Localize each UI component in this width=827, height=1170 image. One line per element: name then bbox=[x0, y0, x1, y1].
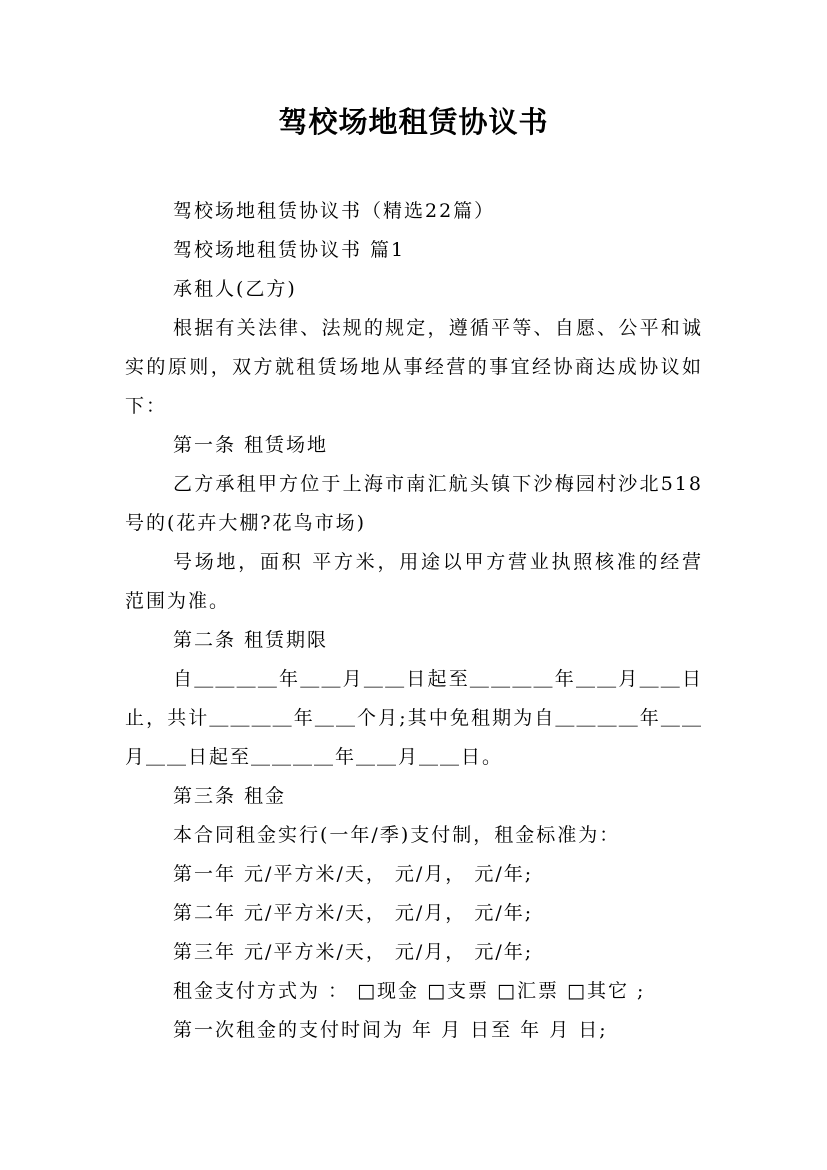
article-1-area: 号场地，面积 平方米，用途以甲方营业执照核准的经营范围为准。 bbox=[125, 551, 703, 612]
article-1-location: 乙方承租甲方位于上海市南汇航头镇下沙梅园村沙北518号的(花卉大棚?花鸟市场) bbox=[125, 473, 703, 534]
paragraph-preamble: 根据有关法律、法规的规定，遵循平等、自愿、公平和诚实的原则，双方就租赁场地从事经营的事宜经协商达成协议如下： bbox=[125, 317, 703, 417]
paragraph-subtitle: 驾校场地租赁协议书（精选22篇） bbox=[173, 200, 496, 222]
rent-year-1: 第一年 元/平方米/天， 元/月， 元/年; bbox=[173, 863, 534, 885]
paragraph-lessee: 承租人(乙方) bbox=[173, 278, 297, 300]
rent-first-payment-time: 第一次租金的支付时间为 年 月 日至 年 月 日; bbox=[173, 1019, 608, 1041]
rent-year-3: 第三年 元/平方米/天， 元/月， 元/年; bbox=[173, 941, 534, 963]
article-2-heading: 第二条 租赁期限 bbox=[173, 629, 329, 651]
rent-payment-method: 租金支付方式为 ： □现金 □支票 □汇票 □其它 ; bbox=[173, 980, 646, 1002]
article-2-term: 自＿＿＿＿年＿＿月＿＿日起至＿＿＿＿年＿＿月＿＿日止，共计＿＿＿＿年＿＿个月;其中免租期为自＿＿＿＿年＿＿月＿＿日起至＿＿＿＿年＿＿月＿＿日。 bbox=[125, 668, 703, 768]
article-3-heading: 第三条 租金 bbox=[173, 785, 287, 807]
article-3-payment-system: 本合同租金实行(一年/季)支付制，租金标准为： bbox=[173, 824, 621, 846]
document-body bbox=[125, 192, 703, 1050]
rent-year-2: 第二年 元/平方米/天， 元/月， 元/年; bbox=[173, 902, 534, 924]
article-1-heading: 第一条 租赁场地 bbox=[173, 434, 329, 456]
document-title: 驾校场地租赁协议书 bbox=[278, 105, 549, 139]
paragraph-section-heading: 驾校场地租赁协议书 篇1 bbox=[173, 239, 406, 261]
